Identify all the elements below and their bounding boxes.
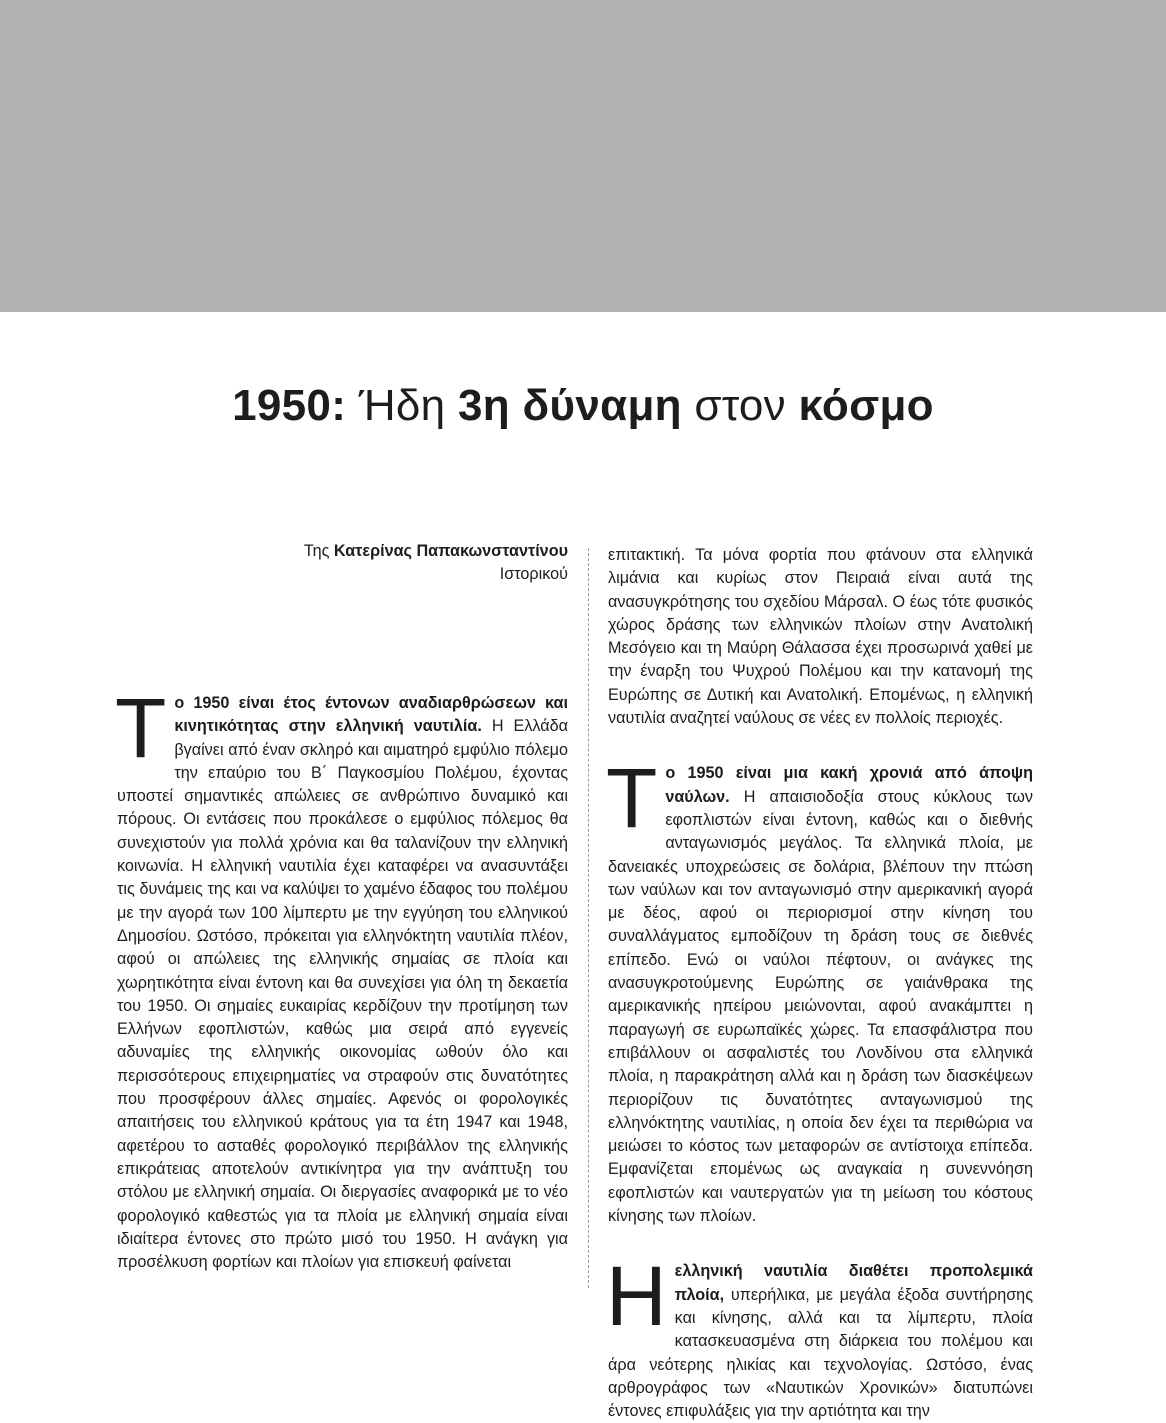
paragraph-body: υπερήλικα, με μεγάλα έξοδα συντήρησης και κίνησης, αλλά και τα λίμπερτυ, πλοία κατασκευασμένα στη διάρκεια του πολέμου και άρα νεότερης ηλικίας και τεχνολογίας. Ωστόσο, ένας αρθρογράφος των «Ναυτικών Χρονικών» διατυπώνει έντονες επιφυλάξεις για την αρτιότητα και την bbox=[608, 1285, 1033, 1421]
article-paragraph-1 bbox=[115, 681, 568, 1274]
left-column bbox=[117, 540, 568, 1274]
title-in-the: στον bbox=[694, 381, 786, 430]
byline-role: Ιστορικού bbox=[499, 565, 568, 583]
dropcap: Τ bbox=[606, 751, 658, 846]
byline bbox=[117, 540, 568, 563]
article-paragraph-3 bbox=[606, 1249, 1033, 1423]
title-world: κόσμο bbox=[798, 381, 934, 430]
paragraph-body: Η Ελλάδα βγαίνει από έναν σκληρό και αιματηρό εμφύλιο πόλεμο την επαύριο του Β΄ Παγκοσμίου Πολέμου, έχοντας υποστεί σημαντικές απώλειες σε ανθρώπινο δυναμικό και πόρους. Οι εντάσεις που προκάλεσε ο εμφύλιος πόλεμος θα συνεχιστούν για πολλά χρόνια και θα ταλανίζουν την ελληνική κοινωνία. Η ελληνική ναυτιλία έχει καταφέρει να ανασυντάξει τις δυνάμεις της και να καλύψει το χαμένο έδαφος του πολέμου με την αγορά των 100 λίμπερτυ με την εγγύηση του ελληνικού Δημοσίου. Ωστόσο, πρόκειται για ελληνόκτητη ναυτιλία πλέον, αφού οι απώλειες της ελληνικής σημαίας σε πλοία και χωρητικότητα είναι έντονη και θα συνεχίσει για όλη τη δεκαετία του 1950. Οι σημαίες ευκαιρίας κερδίζουν την προτίμηση των Ελλήνων εφοπλιστών, καθώς μια σειρά από εγγενείς αδυναμίες της ελληνικής οικονομίας ωθούν όλο και περισσότερους επιχειρηματίες να στραφούν στις δυνατότητες που προσφέρουν άλλες σημαίες. Αφενός οι φορολογικές απαιτήσεις του ελληνικού κράτους για τα έτη 1947 και 1948, αφετέρου το ασταθές φορολογικό περιβάλλον της ελληνικής επικράτειας αποτελούν αντικίνητρα για την ανάπτυξη του στόλου με ελληνική σημαία. Οι διεργασίες αναφορικά με το νέο φορολογικό καθεστώς για τα πλοία με ελληνική σημαία είναι ιδιαίτερα έντονες στο πρώτο μισό του 1950. Η ανάγκη για προσέλκυση φορτίων και πλοίων για επισκευή φαίνεται bbox=[117, 717, 568, 1272]
header-image-placeholder bbox=[0, 0, 1166, 312]
dropcap: Η bbox=[606, 1249, 667, 1344]
byline-prefix: Της bbox=[303, 542, 330, 560]
article-paragraph-1-continued: επιτακτική. Τα μόνα φορτία που φτάνουν στα ελληνικά λιμάνια και κυρίως στον Πειραιά είναι αυτά της ανασυγκρότησης του σχεδίου Μάρσαλ. Ο έως τότε φυσικός χώρος δράσης των ελληνικών πλοίων στην Ανατολική Μεσόγειο και τη Μαύρη Θάλασσα έχει προσωρινά χαθεί με την έναρξη του Ψυχρού Πολέμου και την κατανομή της Ευρώπης σε Δυτική και Ανατολική. Επομένως, η ελληνική ναυτιλία αναζητεί ναύλους σε νέες εν πολλοίς περιοχές. bbox=[608, 546, 1033, 728]
article-paragraph-2 bbox=[606, 751, 1034, 1228]
article-title bbox=[0, 370, 1166, 442]
right-column bbox=[608, 544, 1033, 1423]
paragraph-lead: ο 1950 είναι έτος έντονων αναδιαρθρώσεων και κινητικότητας στην ελληνική ναυτιλία. bbox=[174, 694, 568, 736]
column-divider bbox=[588, 548, 589, 1288]
title-year: 1950: bbox=[232, 381, 347, 430]
paragraph-lead: ο 1950 είναι μια κακή χρονιά από άποψη ναύλων. bbox=[665, 764, 1033, 806]
paragraph-lead: ελληνική ναυτιλία διαθέτει προπολεμικά πλοία, bbox=[674, 1262, 1033, 1304]
title-already: Ήδη bbox=[358, 381, 446, 430]
paragraph-body: Η απαισιοδοξία στους κύκλους των εφοπλιστών είναι έντονη, καθώς και ο διεθνής ανταγωνισμός μεγάλος. Τα ελληνικά πλοία, με δανειακές υποχρεώσεις σε δολάρια, βλέπουν την πτώση των ναύλων και τον ανταγωνισμό στην αμερικανική αγορά με δέος, αφού οι περιορισμοί στην κίνηση του συναλλάγματος εμποδίζουν τη δράση τους σε διεθνές επίπεδο. Ενώ οι ναύλοι πέφτουν, οι ανάγκες της ανασυγκροτούμενης Ευρώπης σε γαιάνθρακα της αμερικανικής ηπείρου μειώνονται, αφού ανακάμπτει η παραγωγή σε ευρωπαϊκές χώρες. Τα επασφάλιστρα που επιβάλλουν οι ασφαλιστές του Λονδίνου στα ελληνικά πλοία, η παρακράτηση αλλά και η δράση των διασκέψεων περιορίζουν τις δυνατότητες ανταγωνισμού της ελληνόκτητης ναυτιλίας, η οποία δεν έχει τα περιθώρια να μειώσει το κόστος των μεταφορών σε αντίστοιχα επίπεδα. Εμφανίζεται επομένως ως αναγκαία η συνεννόηση εφοπλιστών και ναυτεργατών για τη μείωση του κόστους κίνησης των πλοίων. bbox=[608, 787, 1034, 1226]
title-power: 3η δύναμη bbox=[457, 381, 682, 430]
dropcap: Τ bbox=[115, 681, 167, 775]
byline-author: Κατερίνας Παπακωνσταντίνου bbox=[333, 542, 568, 560]
